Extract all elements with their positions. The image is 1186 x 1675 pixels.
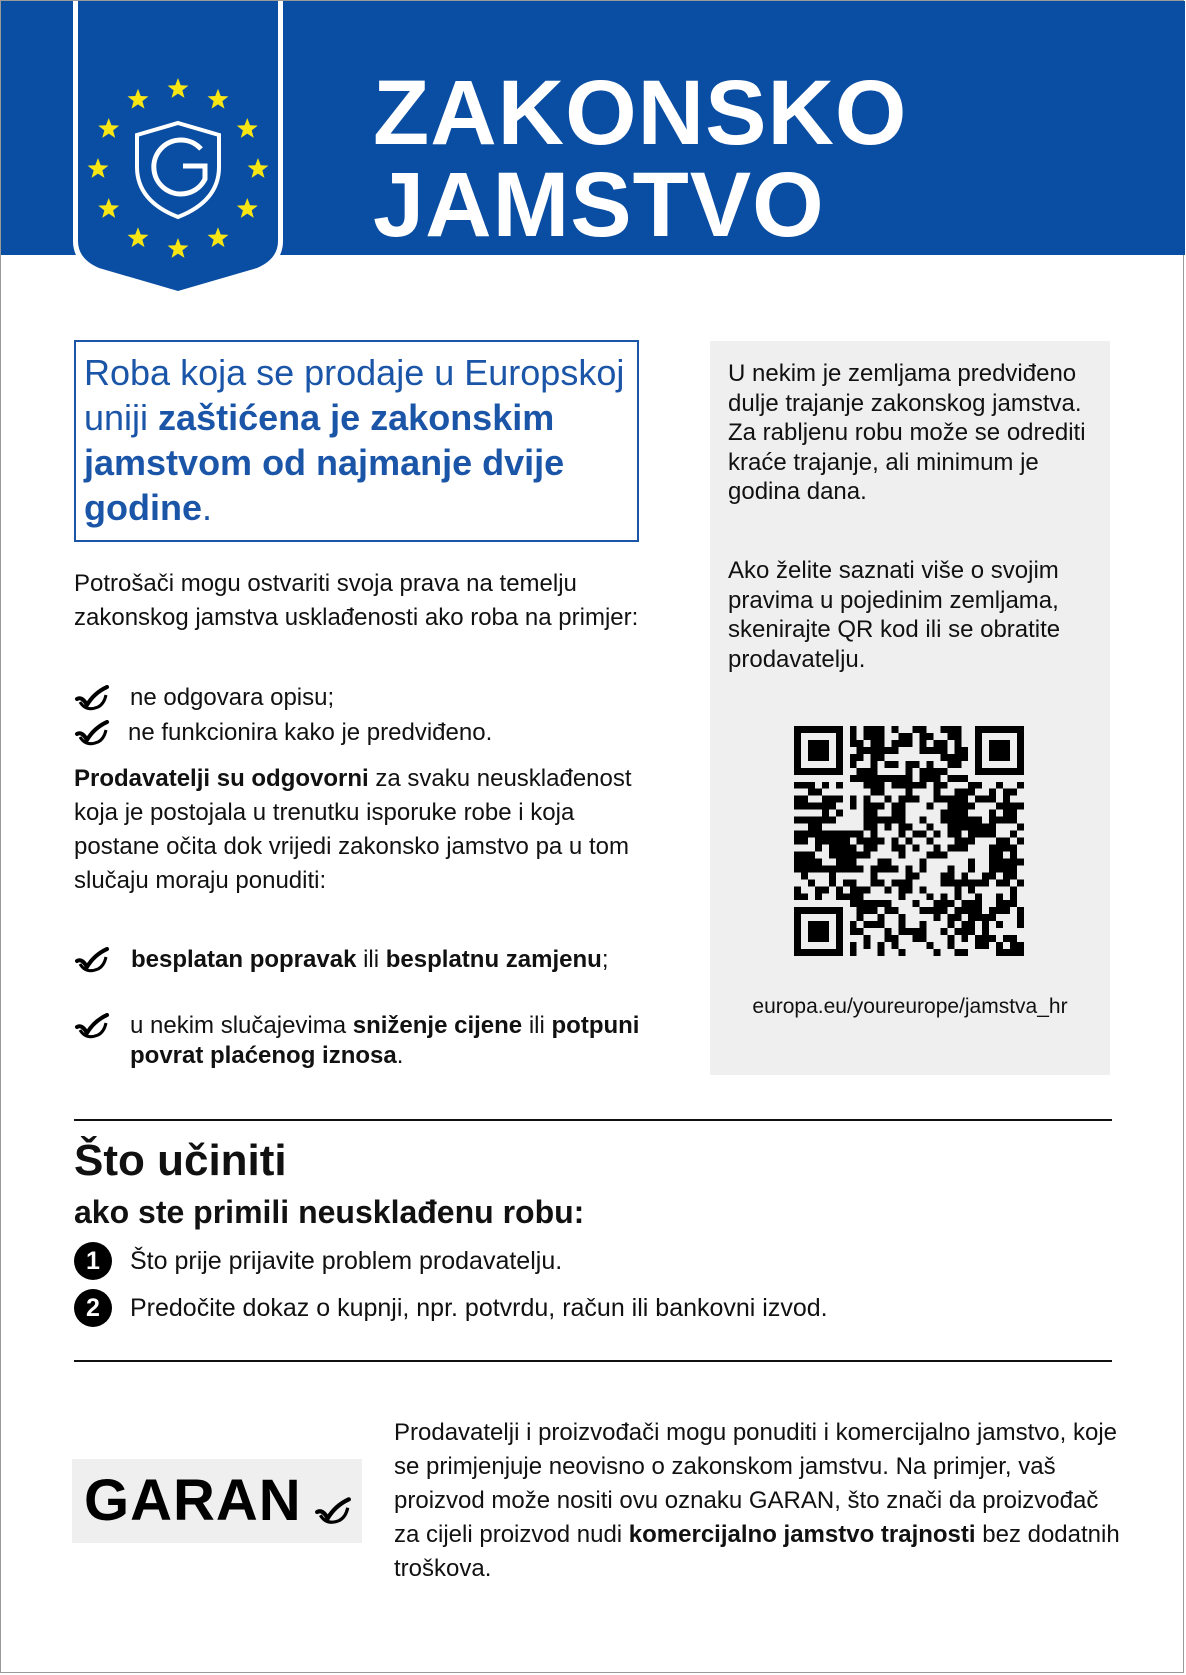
garan-label: GARAN	[84, 1468, 302, 1533]
title-line-1: ZAKONSKO	[373, 62, 908, 164]
remedy-punct: ;	[601, 946, 609, 973]
remedy-connector: ili	[356, 946, 386, 973]
divider	[74, 1119, 1112, 1121]
check-icon	[74, 1013, 110, 1041]
check-icon	[74, 947, 110, 975]
remedy-punct: .	[396, 1042, 404, 1069]
commercial-text: Prodavatelji i proizvođači mogu ponuditi i komercijalno jamstvo, koje se primjenjuje neovisno o zakonskom jamstvu. Na primjer, vaš proizvod može nositi ovu oznaku GARAN, što znači da proizvođač za cijeli proizvod nudi	[394, 1419, 1118, 1548]
list-item	[74, 683, 674, 718]
key-message-bold: zaštićena je zakonskim jamstvom od najmanje dvije godine	[84, 397, 565, 528]
remedy-free-repair: besplatan popravak	[131, 946, 357, 973]
remedy-free-replacement: besplatnu zamjenu	[385, 946, 602, 973]
divider	[74, 1360, 1112, 1362]
conformity-intro: Potrošači mogu ostvariti svoja prava na temelju zakonskog jamstva usklađenosti ako roba na primjer:	[74, 570, 639, 631]
step-number: 1	[74, 1242, 112, 1280]
commercial-guarantee-text	[394, 1416, 1124, 1586]
sellers-text: za svaku neusklađenost koja je postojala u trenutku isporuke robe i koja postane očita dok vrijedi zakonsko jamstvo pa u tom slučaju moraju ponuditi:	[74, 765, 632, 894]
remedy-price-reduction: sniženje cijene	[352, 1012, 523, 1039]
header-banner	[1, 1, 1185, 255]
list-item	[74, 945, 664, 1011]
remedy-prefix: u nekim slučajevima	[130, 1012, 353, 1039]
info-url[interactable]: europa.eu/youreurope/jamstva_hr	[752, 995, 1068, 1018]
steps-title: Što učiniti	[74, 1136, 287, 1185]
commercial-end: bez dodatnih troškova.	[394, 1521, 1120, 1582]
remedies-list	[74, 945, 664, 1071]
info-duration-text: U nekim je zemljama predviđeno dulje trajanje zakonskog jamstva. Za rabljenu robu može se odrediti kraće trajanje, ali minimum je godina dana.	[728, 360, 1086, 505]
list-item	[74, 718, 674, 753]
page-title	[373, 62, 908, 256]
remedy-connector: ili	[522, 1012, 552, 1039]
step-number: 2	[74, 1289, 112, 1327]
info-panel	[710, 341, 1110, 1075]
qr-code-icon[interactable]	[794, 726, 1024, 956]
garan-logo	[72, 1459, 362, 1543]
garan-check-icon	[314, 1497, 352, 1527]
steps-subtitle: ako ste primili neusklađenu robu:	[74, 1194, 585, 1230]
step-text: Što prije prijavite problem prodavatelju.	[130, 1247, 563, 1275]
check-icon	[74, 685, 110, 713]
sellers-bold: Prodavatelji su odgovorni	[74, 765, 369, 792]
key-message-text: Roba koja se prodaje u Europskoj uniji	[84, 352, 625, 438]
key-message-box	[74, 340, 639, 542]
list-item	[74, 1011, 664, 1071]
step-text: Predočite dokaz o kupnji, npr. potvrdu, račun ili bankovni izvod.	[130, 1294, 828, 1322]
info-learn-more-text: Ako želite saznati više o svojim pravima u pojedinim zemljama, skenirajte QR kod ili se obratite prodavatelju.	[728, 557, 1061, 673]
key-message-end: .	[201, 487, 212, 528]
eu-guarantee-shield-icon	[73, 1, 283, 296]
check-icon	[74, 720, 110, 748]
list-item-text: ne funkcionira kako je predviđeno.	[128, 719, 493, 746]
list-item-text: ne odgovara opisu;	[130, 684, 335, 711]
conformity-list	[74, 683, 674, 753]
remedy-full-refund: potpuni povrat plaćenog iznosa	[130, 1012, 640, 1069]
title-line-2: JAMSTVO	[373, 154, 825, 256]
sellers-paragraph	[74, 762, 634, 898]
commercial-bold: komercijalno jamstvo trajnosti	[628, 1521, 976, 1548]
